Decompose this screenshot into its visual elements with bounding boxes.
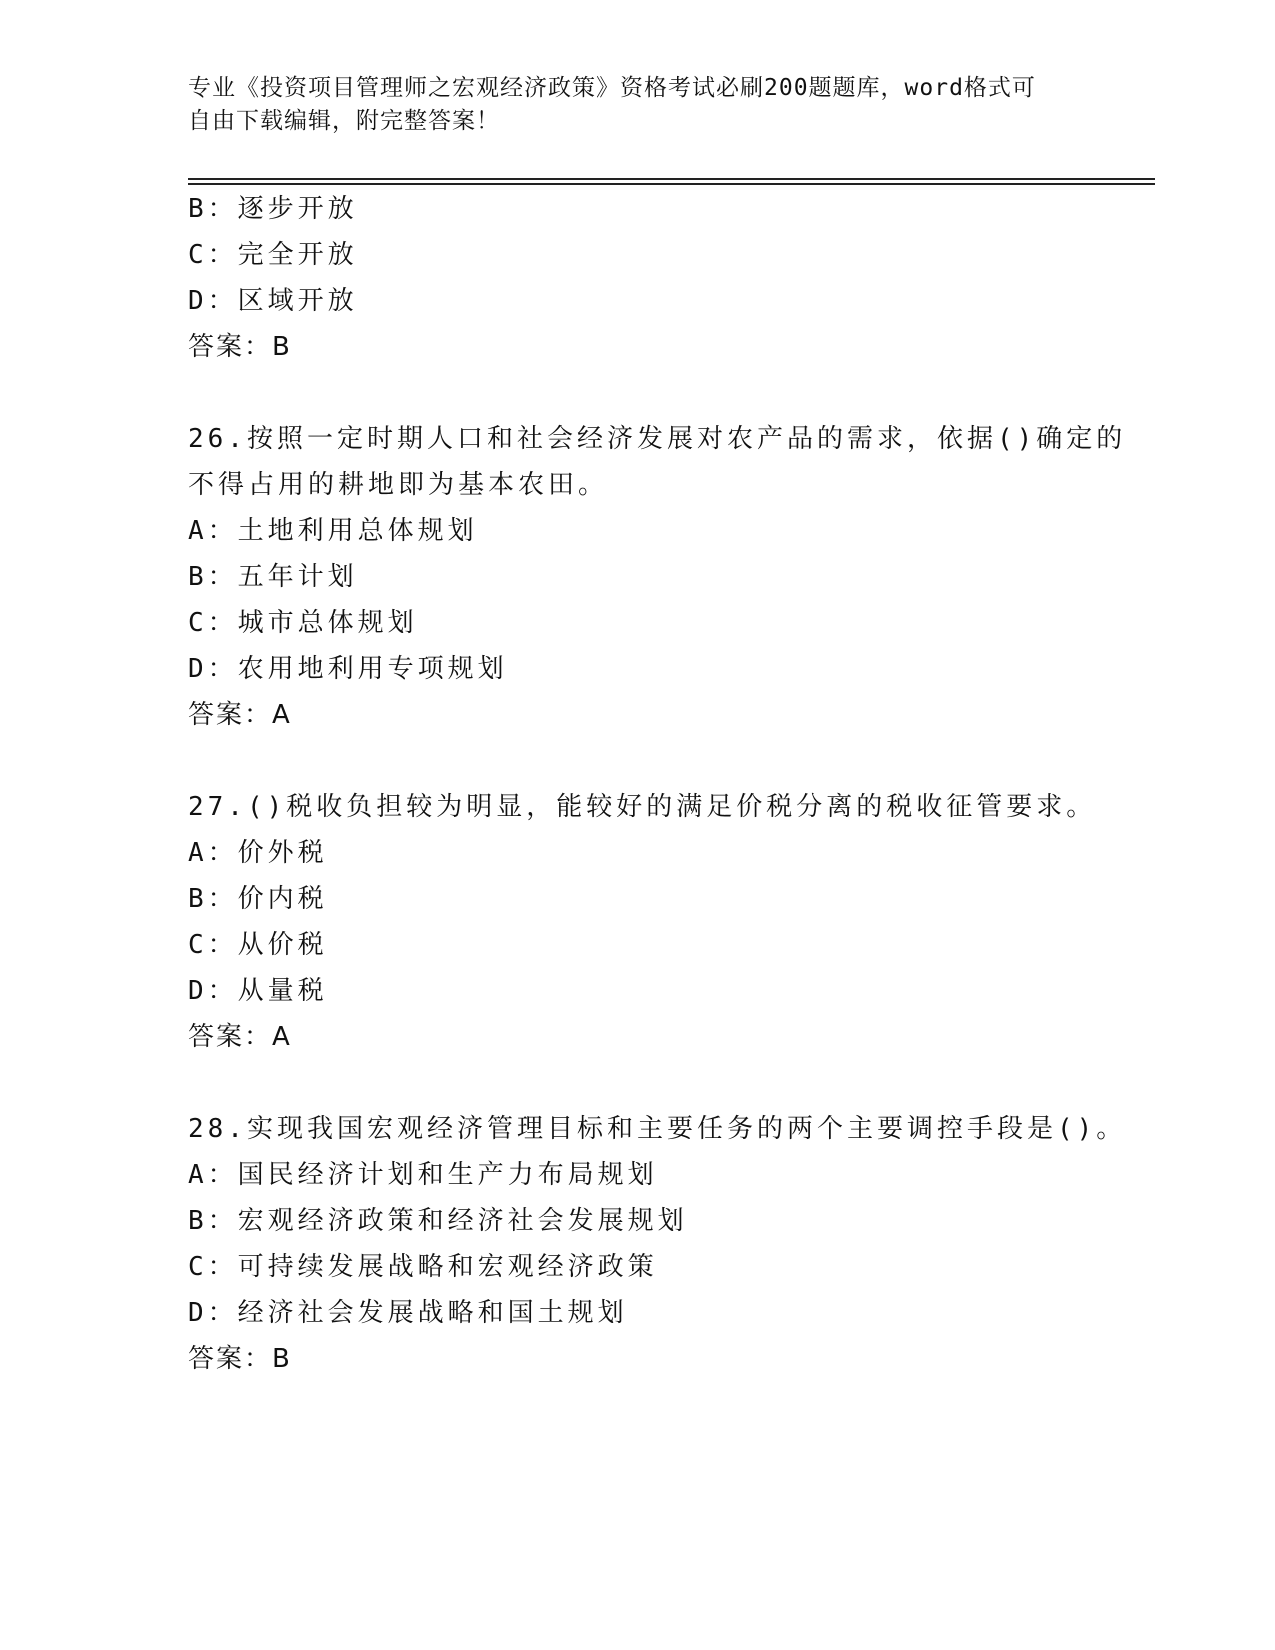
question-list [188, 186, 1127, 1382]
question-spacer [188, 370, 1088, 416]
option-a: A：土地利用总体规划 [188, 516, 478, 546]
question-27 [188, 784, 1097, 1060]
answer-line: 答案：B [188, 1344, 292, 1374]
question-spacer [188, 738, 1088, 784]
question-stem-line-1: 27.()税收负担较为明显，能较好的满足价税分离的税收征管要求。 [188, 792, 1097, 822]
option-d: D：经济社会发展战略和国土规划 [188, 1298, 628, 1328]
answer-line: 答案：A [188, 700, 292, 730]
header-title-line-1: 专业《投资项目管理师之宏观经济政策》资格考试必刷200题题库，word格式可 [188, 75, 1036, 101]
option-b: B：五年计划 [188, 562, 358, 592]
question-stem-line-1: 26.按照一定时期人口和社会经济发展对农产品的需求，依据()确定的 [188, 424, 1127, 454]
question-stem-line-2: 不得占用的耕地即为基本农田。 [188, 470, 609, 500]
option-d: D：区域开放 [188, 286, 358, 316]
option-b: B：逐步开放 [188, 194, 358, 224]
question-25 [188, 186, 1088, 370]
option-c: C：完全开放 [188, 240, 358, 270]
option-b: B：价内税 [188, 884, 328, 914]
question-stem-line-1: 28.实现我国宏观经济管理目标和主要任务的两个主要调控手段是()。 [188, 1114, 1127, 1144]
header-title-line-2: 自由下载编辑，附完整答案！ [188, 108, 500, 134]
question-26 [188, 416, 1127, 738]
option-a: A：国民经济计划和生产力布局规划 [188, 1160, 658, 1190]
header-divider-bottom [188, 183, 1155, 185]
answer-line: 答案：B [188, 332, 292, 362]
document-header [188, 72, 1088, 138]
option-d: D：从量税 [188, 976, 328, 1006]
option-a: A：价外税 [188, 838, 328, 868]
option-c: C：可持续发展战略和宏观经济政策 [188, 1252, 658, 1282]
answer-line: 答案：A [188, 1022, 292, 1052]
option-b: B：宏观经济政策和经济社会发展规划 [188, 1206, 688, 1236]
question-spacer [188, 1060, 1088, 1106]
option-d: D：农用地利用专项规划 [188, 654, 508, 684]
question-28 [188, 1106, 1127, 1382]
header-divider-top [188, 178, 1155, 180]
option-c: C：城市总体规划 [188, 608, 418, 638]
option-c: C：从价税 [188, 930, 328, 960]
